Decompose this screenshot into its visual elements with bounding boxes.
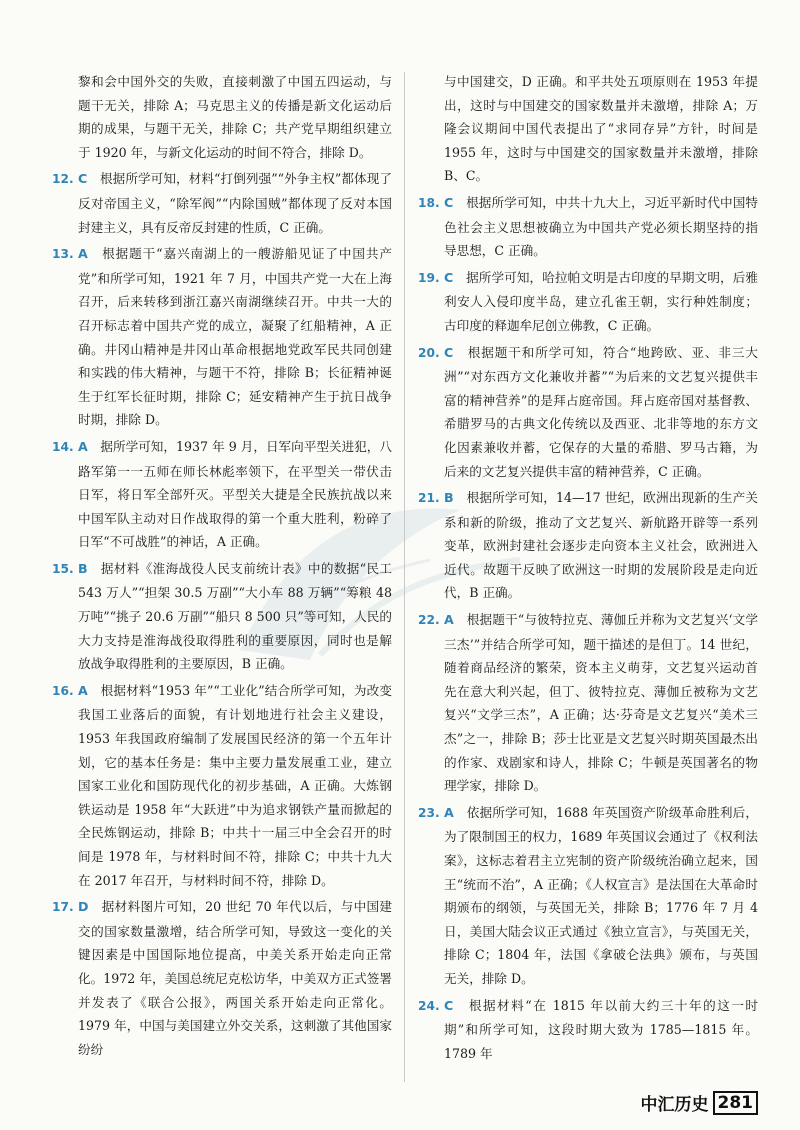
column-divider <box>404 72 405 1082</box>
question-number: 14. <box>52 439 74 454</box>
explanation-text: 根据题干“与彼特拉克、薄伽丘并称为文艺复兴‘文学三杰’”并结合所学可知，题干描述的是但丁。14 世纪，随着商品经济的繁荣，资本主义萌芽，文艺复兴运动首先在意大利兴起，但丁、彼特拉克、薄伽丘被称为文艺复兴“文学三杰”，A 正确；达·芬奇是文艺复兴“美术三杰”之一，排除 B；莎士比亚是文艺复兴时期英国最杰出的作家、戏剧家和诗人，排除 C；牛顿是英国著名的物理学家，排除 D。 <box>444 612 759 794</box>
right-column <box>418 70 758 1068</box>
answer-entry-19 <box>418 266 758 338</box>
question-number: 16. <box>52 683 74 698</box>
page-footer <box>641 1090 759 1115</box>
answer-letter: C <box>78 171 88 187</box>
answer-entry-13 <box>52 242 392 432</box>
answer-entry-24 <box>418 994 758 1066</box>
question-number: 18. <box>418 195 440 210</box>
question-number: 19. <box>418 270 440 285</box>
question-number: 24. <box>418 998 440 1013</box>
answer-entry-22 <box>418 608 758 798</box>
answer-letter: D <box>78 899 89 915</box>
explanation-text: 据材料《淮海战役人民支前统计表》中的数据“民工 543 万人”“担架 30.5 万副”“大小车 88 万辆”“筹粮 48 万吨”“挑子 20.6 万副”“船只 8 500 只”等可知，人民的大力支持是淮海战役取得胜利的重要原因，同时也是解放战争取得胜利的主要原因，B 正确。 <box>78 560 392 672</box>
answer-entry-17 <box>52 895 392 1061</box>
answer-entry-21 <box>418 486 758 605</box>
answer-entry-12 <box>52 167 392 239</box>
right-continuation: 与中国建交，D 正确。和平共处五项原则在 1953 年提出，这时与中国建交的国家数量并未激增，排除 A；万隆会议期间中国代表提出了“求同存异”方针，时间是 1955 年，这时与中国建交的国家数量并未激增，排除 B、C。 <box>444 74 758 184</box>
question-number: 21. <box>418 491 440 506</box>
explanation-text: 根据材料“在 1815 年以前大约三十年的这一时期”和所学可知，这段时期大致为 1785—1815 年。1789 年 <box>444 997 759 1061</box>
answer-entry-18 <box>418 191 758 263</box>
explanation-text: 据所学可知，哈拉帕文明是古印度的早期文明，后雅利安人入侵印度半岛，建立孔雀王朝，实行种姓制度；古印度的释迦牟尼创立佛教，C 正确。 <box>444 269 759 333</box>
explanation-text: 根据所学可知，材料“打倒列强”“外争主权”都体现了反对帝国主义，“除军阀”“内除国贼”都体现了反对本国封建主义，具有反帝反封建的性质，C 正确。 <box>78 171 392 235</box>
book-title: 中汇历史 <box>640 1095 709 1115</box>
answer-letter: B <box>78 560 88 576</box>
question-number: 13. <box>52 247 74 262</box>
answer-entry-14 <box>52 435 392 554</box>
question-number: 23. <box>418 805 440 820</box>
answer-letter: A <box>444 804 454 820</box>
answer-entry-16 <box>52 679 392 892</box>
page-number: 281 <box>713 1091 759 1115</box>
answer-letter: A <box>444 612 454 628</box>
answer-entry-23 <box>418 801 758 991</box>
question-number: 17. <box>52 900 74 915</box>
explanation-text: 据材料图片可知，20 世纪 70 年代以后，与中国建交的国家数量激增，结合所学可知，导致这一变化的关键因素是中国国际地位提高，中美关系开始走向正常化。1972 年，美国总统尼克松访华，中美双方正式签署并发表了《联合公报》，两国关系开始走向正常化。1979 年，中国与美国建立外交关系，这刺激了其他国家纷纷 <box>78 899 393 1057</box>
explanation-text: 依据所学可知，1688 年英国资产阶级革命胜利后，为了限制国王的权力，1689 年英国议会通过了《权利法案》，这标志着君主立宪制的资产阶级统治确立起来，国王“统而不治”，A 正确；《人权宣言》是法国在大革命时期颁布的纲领，与英国无关，排除 B；1776 年 7 月 4 日，美国大陆会议正式通过《独立宣言》，与英国无关，排除 C；1804 年，法国《拿破仑法典》颁布，与英国无关，排除 D。 <box>444 804 758 986</box>
question-number: 15. <box>52 561 74 576</box>
explanation-text: 根据题干和所学可知，符合“地跨欧、亚、非三大洲”“对东西方文化兼收并蓄”“为后来的文艺复兴提供丰富的精神营养”的是拜占庭帝国。拜占庭帝国对基督教、希腊罗马的古典文化传统以及西亚、北非等地的东方文化因素兼收并蓄，它保存的大量的希腊、罗马古籍，为后来的文艺复兴提供丰富的精神营养，C 正确。 <box>444 344 758 479</box>
answer-letter: C <box>444 344 454 360</box>
question-number: 22. <box>418 613 440 628</box>
answer-letter: A <box>78 438 88 454</box>
explanation-text: 根据题干“嘉兴南湖上的一艘游船见证了中国共产党”和所学可知，1921 年 7 月，中国共产党一大在上海召开，后来转移到浙江嘉兴南湖继续召开。中共一大的召开标志着中国共产党的成立，凝聚了红船精神，A 正确。井冈山精神是井冈山革命根据地党政军民共同创建和实践的伟大精神，与题干不符，排除 B；长征精神诞生于红军长征时期，排除 C；延安精神产生于抗日战争时期，排除 D。 <box>78 246 392 428</box>
left-continuation: 黎和会中国外交的失败，直接刺激了中国五四运动，与题干无关，排除 A；马克思主义的传播是新文化运动后期的成果，与题干无关，排除 C；共产党早期组织建立于 1920 年，与新文化运动的时间不符合，排除 D。 <box>78 74 392 160</box>
explanation-text: 根据所学可知，14—17 世纪，欧洲出现新的生产关系和新的阶级，推动了文艺复兴、新航路开辟等一系列变革，欧洲封建社会逐步走向资本主义社会，欧洲进入近代。故题干反映了欧洲这一时期的发展阶段是走向近代，B 正确。 <box>444 490 758 601</box>
explanation-text: 根据材料“1953 年”“工业化”结合所学可知，为改变我国工业落后的面貌，有计划地进行社会主义建设，1953 年我国政府编制了发展国民经济的第一个五年计划，它的基本任务是：集中主要力量发展重工业，建立国家工业化和国防现代化的初步基础，A 正确。大炼钢铁运动是 1958 年“大跃进”中为追求钢铁产量而掀起的全民炼钢运动，排除 B；中共十一届三中全会召开的时间是 1978 年，与材料时间不符，排除 C；中共十九大在 2017 年召开，与材料时间不符，排除 D。 <box>78 682 393 888</box>
answer-entry-15 <box>52 557 392 676</box>
answer-letter: A <box>78 246 88 262</box>
question-number: 20. <box>418 345 440 360</box>
answer-letter: C <box>444 269 454 285</box>
explanation-text: 据所学可知，1937 年 9 月，日军向平型关进犯，八路军第一一五师在师长林彪率领下，在平型关一带伏击日军，将日军全部歼灭。平型关大捷是全民族抗战以来中国军队主动对日作战取得的第一个重大胜利，粉碎了日军“不可战胜”的神话，A 正确。 <box>78 438 392 550</box>
answer-entry-20 <box>418 341 758 484</box>
answer-letter: A <box>78 682 88 698</box>
answer-letter: C <box>444 997 454 1013</box>
explanation-text: 根据所学可知，中共十九大上，习近平新时代中国特色社会主义思想被确立为中国共产党必须长期坚持的指导思想，C 正确。 <box>444 194 759 259</box>
answer-letter: B <box>444 490 454 506</box>
question-number: 12. <box>52 172 74 187</box>
left-column <box>52 70 392 1064</box>
answer-letter: C <box>444 194 454 210</box>
